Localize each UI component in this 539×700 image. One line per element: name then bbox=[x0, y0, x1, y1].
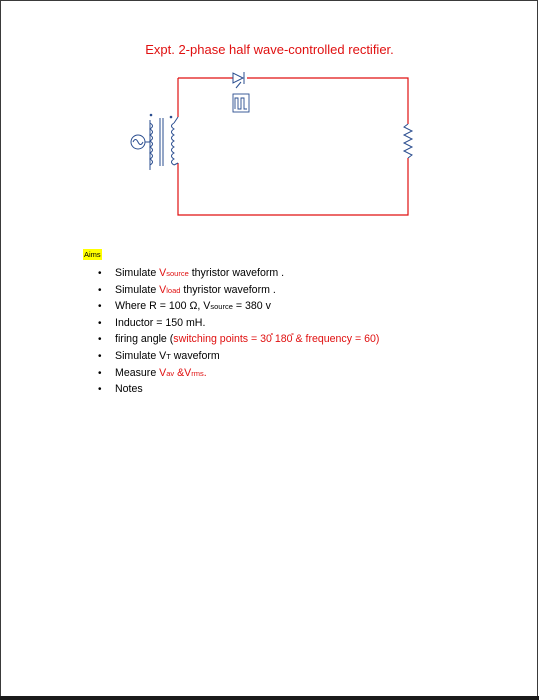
aims-list-item bbox=[98, 282, 379, 299]
list-item-text: Measure bbox=[115, 366, 160, 379]
bullet-icon: • bbox=[98, 268, 102, 279]
aims-list-item bbox=[98, 331, 379, 348]
list-item-text: V bbox=[159, 366, 167, 379]
page-bottom-edge bbox=[0, 696, 539, 700]
list-item-text: thyristor waveform . bbox=[188, 267, 285, 279]
list-item-text: T bbox=[166, 351, 171, 361]
list-item-text: V bbox=[159, 283, 167, 296]
list-item-text: Simulate V bbox=[115, 349, 167, 362]
list-item-text: = 380 v bbox=[232, 300, 271, 313]
transformer-icon bbox=[150, 114, 178, 166]
list-item-text: Inductor = 150 mH. bbox=[115, 316, 206, 329]
aims-label: Aims bbox=[84, 250, 101, 259]
bullet-icon: • bbox=[98, 367, 102, 379]
circuit-diagram bbox=[0, 0, 539, 240]
bullet-icon: • bbox=[98, 284, 102, 296]
page-title: Expt. 2-phase half wave-controlled rectifier. bbox=[145, 42, 394, 57]
list-item-text: Where R = 100 Ω, V bbox=[115, 300, 211, 313]
list-item-text: load bbox=[166, 285, 181, 295]
bullet-icon: • bbox=[98, 350, 102, 362]
bullet-icon: • bbox=[98, 301, 102, 313]
list-item-text: &V bbox=[174, 366, 192, 379]
aims-list-item bbox=[98, 381, 379, 398]
list-item-text: waveform bbox=[170, 349, 220, 362]
resistor-icon bbox=[404, 124, 412, 158]
aims-list-item bbox=[98, 298, 379, 315]
list-item-text: Notes bbox=[115, 383, 143, 396]
list-item-text: firing angle ( bbox=[115, 333, 174, 346]
list-item-text: rms bbox=[191, 368, 204, 378]
aims-list bbox=[98, 265, 379, 398]
gate-pulse-icon bbox=[233, 94, 249, 112]
aims-list-item bbox=[98, 348, 379, 365]
thyristor-icon bbox=[233, 72, 244, 88]
list-item-text: Simulate bbox=[115, 283, 160, 296]
list-item-text: source bbox=[166, 269, 189, 278]
aims-list-item bbox=[98, 365, 379, 382]
list-item-text: V bbox=[159, 267, 167, 279]
list-item-text: . bbox=[203, 366, 207, 379]
bullet-icon: • bbox=[98, 384, 102, 396]
list-item-text: source bbox=[210, 302, 233, 312]
circuit-wires bbox=[178, 78, 408, 215]
ac-source-icon bbox=[131, 120, 150, 170]
list-item-text: av bbox=[166, 368, 175, 378]
bullet-icon: • bbox=[98, 317, 102, 329]
bullet-icon: • bbox=[98, 334, 102, 346]
aims-list-item bbox=[98, 315, 379, 332]
aims-list-item bbox=[98, 265, 379, 282]
list-item-text: thyristor waveform . bbox=[180, 283, 276, 296]
list-item-text: switching points = 30̊ 180̊ & frequency = 60) bbox=[173, 333, 380, 346]
list-item-text: Simulate bbox=[115, 267, 160, 279]
